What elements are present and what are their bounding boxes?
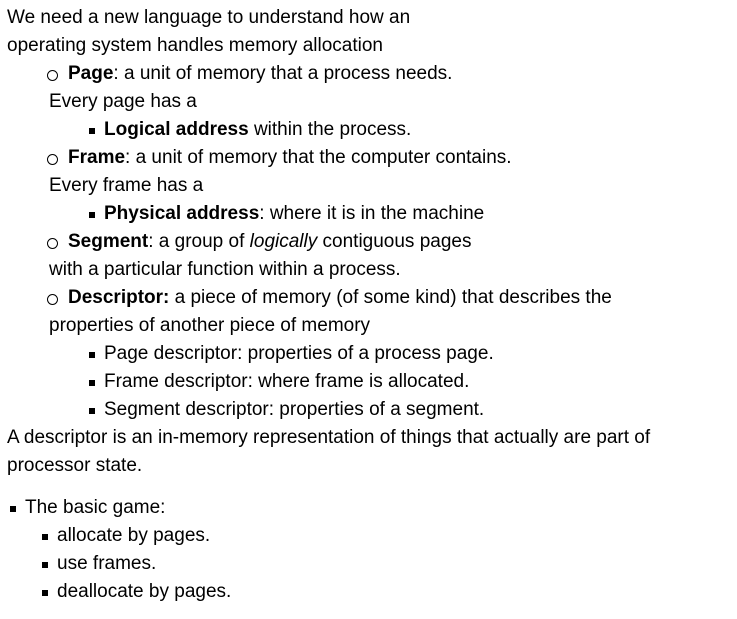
term-page-continuation: Every page has a	[49, 91, 197, 112]
game-title-text: The basic game:	[25, 497, 166, 518]
circle-bullet-icon	[47, 70, 58, 81]
summary-line-1: A descriptor is an in-memory representation of things that actually are part of	[7, 427, 651, 448]
circle-bullet-icon	[47, 294, 58, 305]
term-descriptor-definition: a piece of memory (of some kind) that describes the	[169, 287, 612, 308]
term-descriptor-label: Descriptor:	[68, 287, 170, 308]
term-page-label: Page	[68, 63, 114, 84]
game-item-text: use frames.	[57, 553, 157, 574]
game-item-text: deallocate by pages.	[57, 581, 232, 602]
term-descriptor	[7, 284, 737, 312]
circle-bullet-icon	[47, 238, 58, 249]
term-segment-def-before: : a group of	[148, 231, 250, 252]
logical-address-text: within the process.	[248, 119, 412, 140]
descriptor-item-text: Segment descriptor: properties of a segment.	[104, 399, 485, 420]
spacer	[7, 480, 737, 494]
square-bullet-icon	[89, 380, 95, 386]
term-frame-continuation: Every frame has a	[49, 175, 204, 196]
circle-bullet-icon	[47, 154, 58, 165]
game-title	[7, 494, 737, 522]
square-bullet-icon	[42, 562, 48, 568]
game-item	[7, 522, 737, 550]
square-bullet-icon	[42, 590, 48, 596]
square-bullet-icon	[89, 408, 95, 414]
descriptor-item	[7, 368, 737, 396]
square-bullet-icon	[89, 128, 95, 134]
term-page-subitem	[7, 116, 737, 144]
term-segment	[7, 228, 737, 256]
physical-address-label: Physical address	[104, 203, 260, 224]
term-segment-def-after: contiguous pages	[317, 231, 472, 252]
summary-line-2: processor state.	[7, 455, 143, 476]
term-frame-subitem	[7, 200, 737, 228]
descriptor-item	[7, 396, 737, 424]
term-frame-label: Frame	[68, 147, 126, 168]
intro-line-1: We need a new language to understand how an	[7, 7, 411, 28]
game-item	[7, 550, 737, 578]
term-frame-definition: : a unit of memory that the computer contains.	[125, 147, 512, 168]
term-segment-label: Segment	[68, 231, 149, 252]
game-item-text: allocate by pages.	[57, 525, 211, 546]
logical-address-label: Logical address	[104, 119, 249, 140]
term-segment-continuation: with a particular function within a process.	[49, 259, 401, 280]
game-item	[7, 578, 737, 606]
square-bullet-icon	[89, 352, 95, 358]
square-bullet-icon	[10, 506, 16, 512]
descriptor-item-text: Page descriptor: properties of a process page.	[104, 343, 494, 364]
descriptor-item-text: Frame descriptor: where frame is allocated.	[104, 371, 470, 392]
term-page	[7, 60, 737, 88]
intro-line-2: operating system handles memory allocation	[7, 35, 383, 56]
square-bullet-icon	[89, 212, 95, 218]
descriptor-item	[7, 340, 737, 368]
term-segment-def-italic: logically	[249, 231, 318, 252]
physical-address-text: : where it is in the machine	[259, 203, 485, 224]
square-bullet-icon	[42, 534, 48, 540]
term-page-definition: : a unit of memory that a process needs.	[113, 63, 453, 84]
term-descriptor-continuation: properties of another piece of memory	[49, 315, 371, 336]
term-frame	[7, 144, 737, 172]
